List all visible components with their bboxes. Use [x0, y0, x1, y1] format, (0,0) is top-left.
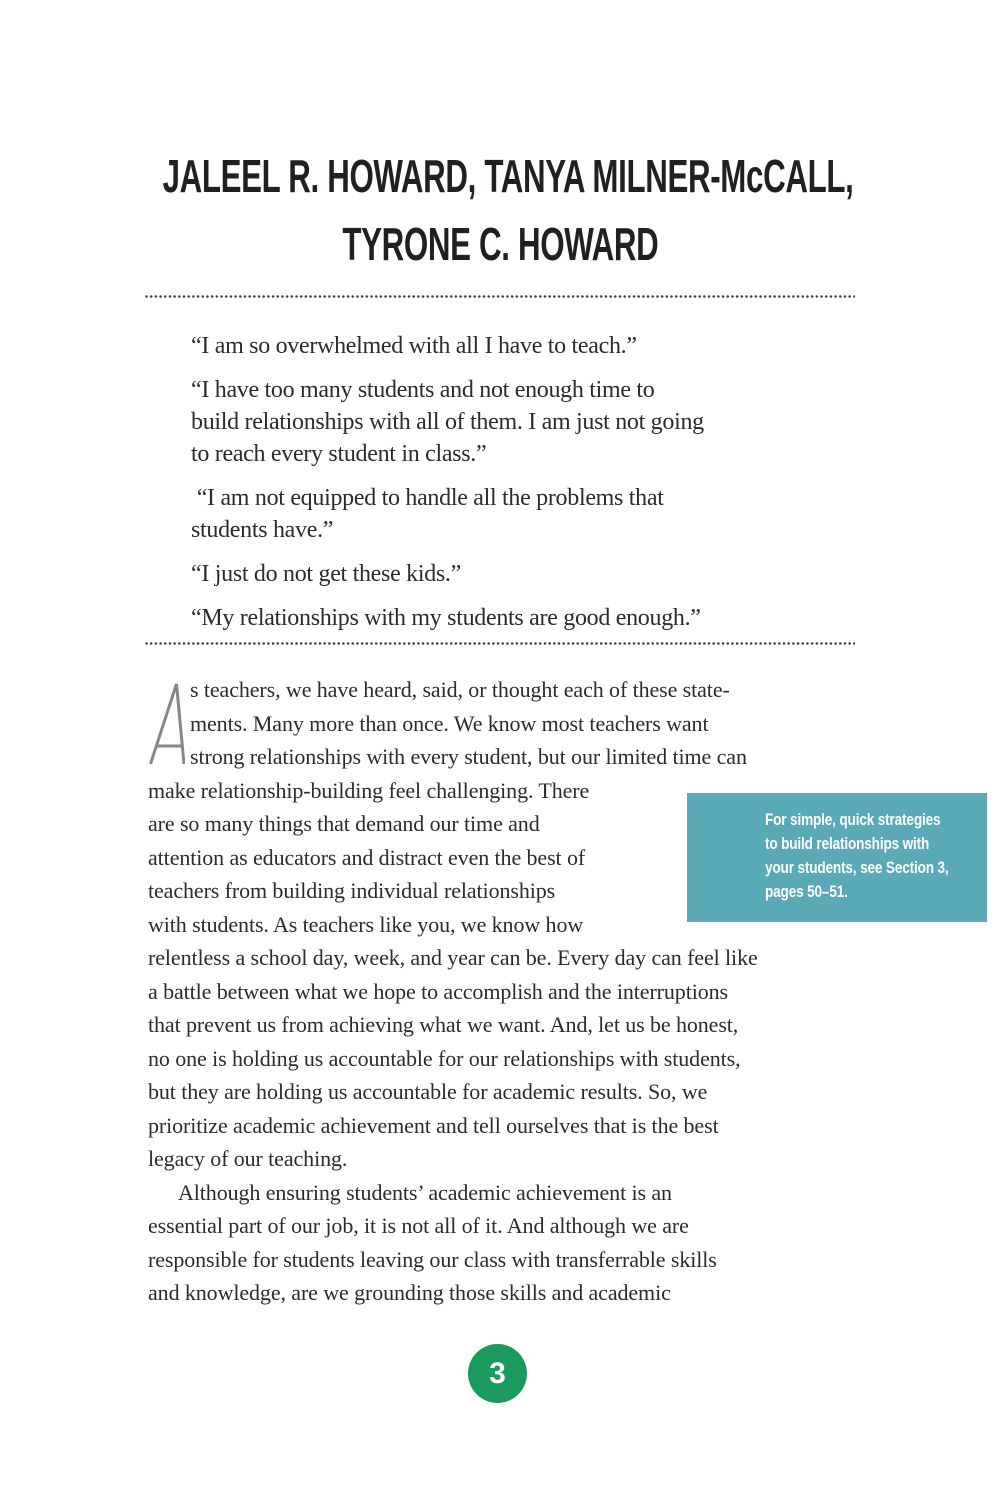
page-number-badge: [468, 1344, 527, 1403]
body-line: responsible for students leaving our class with transferrable skills: [148, 1246, 717, 1272]
body-line: strong relationships with every student, but our limited time can: [190, 744, 747, 769]
quote-line: “I just do not get these kids.”: [191, 561, 461, 587]
body-line: teachers from building individual relationships: [148, 878, 556, 903]
dotted-divider-top: [145, 295, 855, 298]
body-line: attention as educators and distract even the best of: [148, 844, 586, 870]
quote-line: “I am so overwhelmed with all I have to teach.”: [191, 333, 637, 359]
callout-box: [687, 793, 987, 922]
callout-line: your students, see Section 3,: [765, 858, 949, 877]
body-line: s teachers, we have heard, said, or thought each of these state-: [190, 677, 730, 702]
quote-line: “I am not equipped to handle all the problems that: [191, 485, 664, 511]
callout-line: For simple, quick strategies: [765, 810, 941, 829]
body-line: a battle between what we hope to accomplish and the interruptions: [148, 978, 728, 1004]
body-line: that prevent us from achieving what we want. And, let us be honest,: [148, 1012, 739, 1037]
body-line: legacy of our teaching.: [148, 1146, 348, 1171]
quote-line: to reach every student in class.”: [191, 441, 487, 467]
drop-cap-letter-a: [149, 682, 185, 766]
body-line: prioritize academic achievement and tell ourselves that is the best: [148, 1112, 719, 1138]
body-line: essential part of our job, it is not all of it. And although we are: [148, 1213, 689, 1238]
callout-line: to build relationships with: [765, 834, 930, 853]
body-line: make relationship-building feel challenging. There: [148, 777, 590, 803]
chapter-authors-heading: [0, 148, 1000, 284]
quote-5: [191, 602, 851, 634]
body-line: ments. Many more than once. We know most teachers want: [190, 710, 709, 736]
quote-1: [191, 330, 851, 362]
dotted-divider-bottom: [145, 642, 855, 645]
body-text: [148, 673, 878, 1310]
page-number: 3: [489, 1356, 506, 1390]
body-line: Although ensuring students’ academic achievement is an: [178, 1179, 672, 1205]
quote-line: students have.”: [191, 517, 334, 543]
body-line: but they are holding us accountable for academic results. So, we: [148, 1079, 708, 1104]
body-line: with students. As teachers like you, we know how: [148, 911, 584, 937]
quote-2: [191, 374, 851, 470]
quote-line: build relationships with all of them. I am just not going: [191, 409, 704, 435]
quote-3: [191, 482, 851, 546]
author-names-line2: TYRONE C. HOWARD: [341, 218, 659, 270]
body-line: are so many things that demand our time and: [148, 811, 540, 836]
callout-line: pages 50–51.: [765, 882, 848, 901]
quote-line: “My relationships with my students are good enough.”: [191, 605, 701, 631]
author-names-line1: JALEEL R. HOWARD, TANYA MILNER-McCALL,: [162, 150, 854, 202]
body-line: and knowledge, are we grounding those skills and academic: [148, 1280, 671, 1305]
body-line: no one is holding us accountable for our relationships with students,: [148, 1045, 741, 1071]
body-line: relentless a school day, week, and year can be. Every day can feel like: [148, 945, 758, 970]
epigraph-quotes: [191, 330, 851, 646]
quote-4: [191, 558, 851, 590]
quote-line: “I have too many students and not enough time to: [191, 377, 655, 403]
